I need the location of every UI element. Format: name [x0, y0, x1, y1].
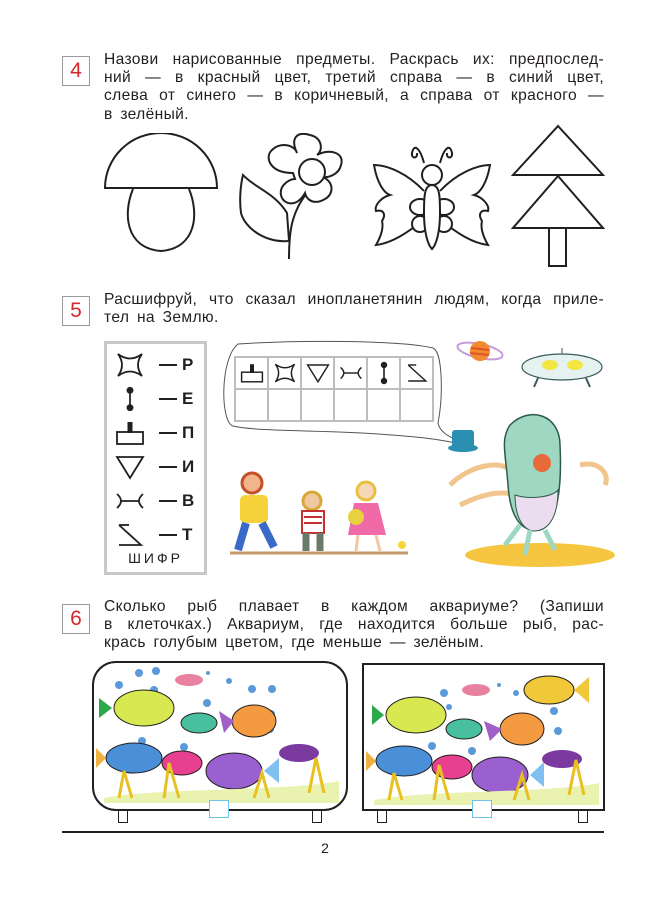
alien-illustration [440, 405, 615, 570]
task-4-line: в зелёный. [104, 105, 189, 123]
fish-count-input-1[interactable] [209, 800, 229, 818]
mushroom-picture[interactable] [103, 133, 219, 255]
fish-illustration [94, 663, 346, 809]
four-point-star-icon [273, 362, 297, 384]
aquarium-leg [377, 809, 387, 823]
cipher-key [104, 341, 207, 575]
task-number-5: 5 [62, 296, 90, 326]
aquarium-rectangular [362, 663, 605, 811]
task-number-4: 4 [62, 56, 90, 86]
grid-symbol-cell [236, 358, 267, 388]
box-with-peg-icon [115, 420, 145, 446]
fish-count-input-2[interactable] [472, 800, 492, 818]
grid-symbol-cell [335, 358, 366, 388]
z-shape-icon [405, 362, 429, 384]
task-6-line: крась голубым цветом, где меньше — зелёным. [104, 634, 485, 652]
grid-answer-cell[interactable] [269, 390, 300, 420]
task-4-line: слева от синего — в коричневый, а справа от красного — [104, 87, 604, 105]
flying-saucer-illustration [520, 345, 605, 390]
cipher-row-p: П [115, 418, 194, 448]
triangle-down-icon [115, 454, 145, 480]
aquarium-leg [118, 809, 128, 823]
box-with-peg-icon [240, 362, 264, 384]
grid-answer-cell[interactable] [302, 390, 333, 420]
task-5-line: Расшифруй, что сказал инопланетянин людям, когда приле- [104, 291, 604, 308]
aquarium-rounded [92, 661, 348, 811]
task-6-line: в клеточках.) Аквариум, где находится больше рыб, рас- [104, 616, 604, 634]
grid-symbol-cell [401, 358, 432, 388]
grid-answer-cell[interactable] [401, 390, 432, 420]
fish-illustration [364, 665, 603, 809]
cipher-row-e: Е [115, 384, 193, 414]
task-6-text [104, 598, 604, 653]
four-point-star-icon [115, 352, 145, 378]
task-5-text [104, 291, 604, 327]
task-4-line: Назови нарисованные предметы. Раскрась их: предпослед- [104, 51, 604, 68]
task-4-line: ний — в красный цвет, третий справа — в синий цвет, [104, 69, 604, 87]
butterfly-picture[interactable] [372, 133, 492, 257]
flower-picture[interactable] [235, 133, 355, 261]
cipher-row-r: Р [115, 350, 193, 380]
triangle-down-icon [306, 362, 330, 384]
dumbbell-vertical-icon [372, 361, 396, 385]
task-4-text [104, 51, 604, 124]
children-walking-illustration [230, 465, 410, 560]
task-number-6: 6 [62, 604, 90, 634]
z-shape-icon [115, 522, 145, 548]
arcs-connector-icon [115, 488, 145, 514]
grid-answer-cell[interactable] [368, 390, 399, 420]
task-6-line: Сколько рыб плавает в каждом аквариуме? (Запиши [104, 598, 604, 615]
cipher-title: ШИФР [128, 550, 183, 566]
task-5-line: тел на Землю. [104, 309, 219, 327]
grid-symbol-cell [368, 358, 399, 388]
dumbbell-vertical-icon [115, 386, 145, 412]
page-number: 2 [321, 840, 329, 856]
grid-symbol-cell [302, 358, 333, 388]
aquarium-leg [312, 809, 322, 823]
cipher-row-v: В [115, 486, 194, 516]
grid-answer-cell[interactable] [335, 390, 366, 420]
grid-symbol-cell [269, 358, 300, 388]
aquarium-leg [578, 809, 588, 823]
footer-divider [62, 831, 604, 833]
cipher-row-t: Т [115, 520, 192, 550]
grid-answer-cell[interactable] [236, 390, 267, 420]
saturn-illustration [455, 336, 505, 366]
fir-tree-picture[interactable] [511, 124, 605, 270]
cipher-row-i: И [115, 452, 194, 482]
arcs-connector-icon [339, 362, 363, 384]
decode-grid [234, 356, 434, 422]
